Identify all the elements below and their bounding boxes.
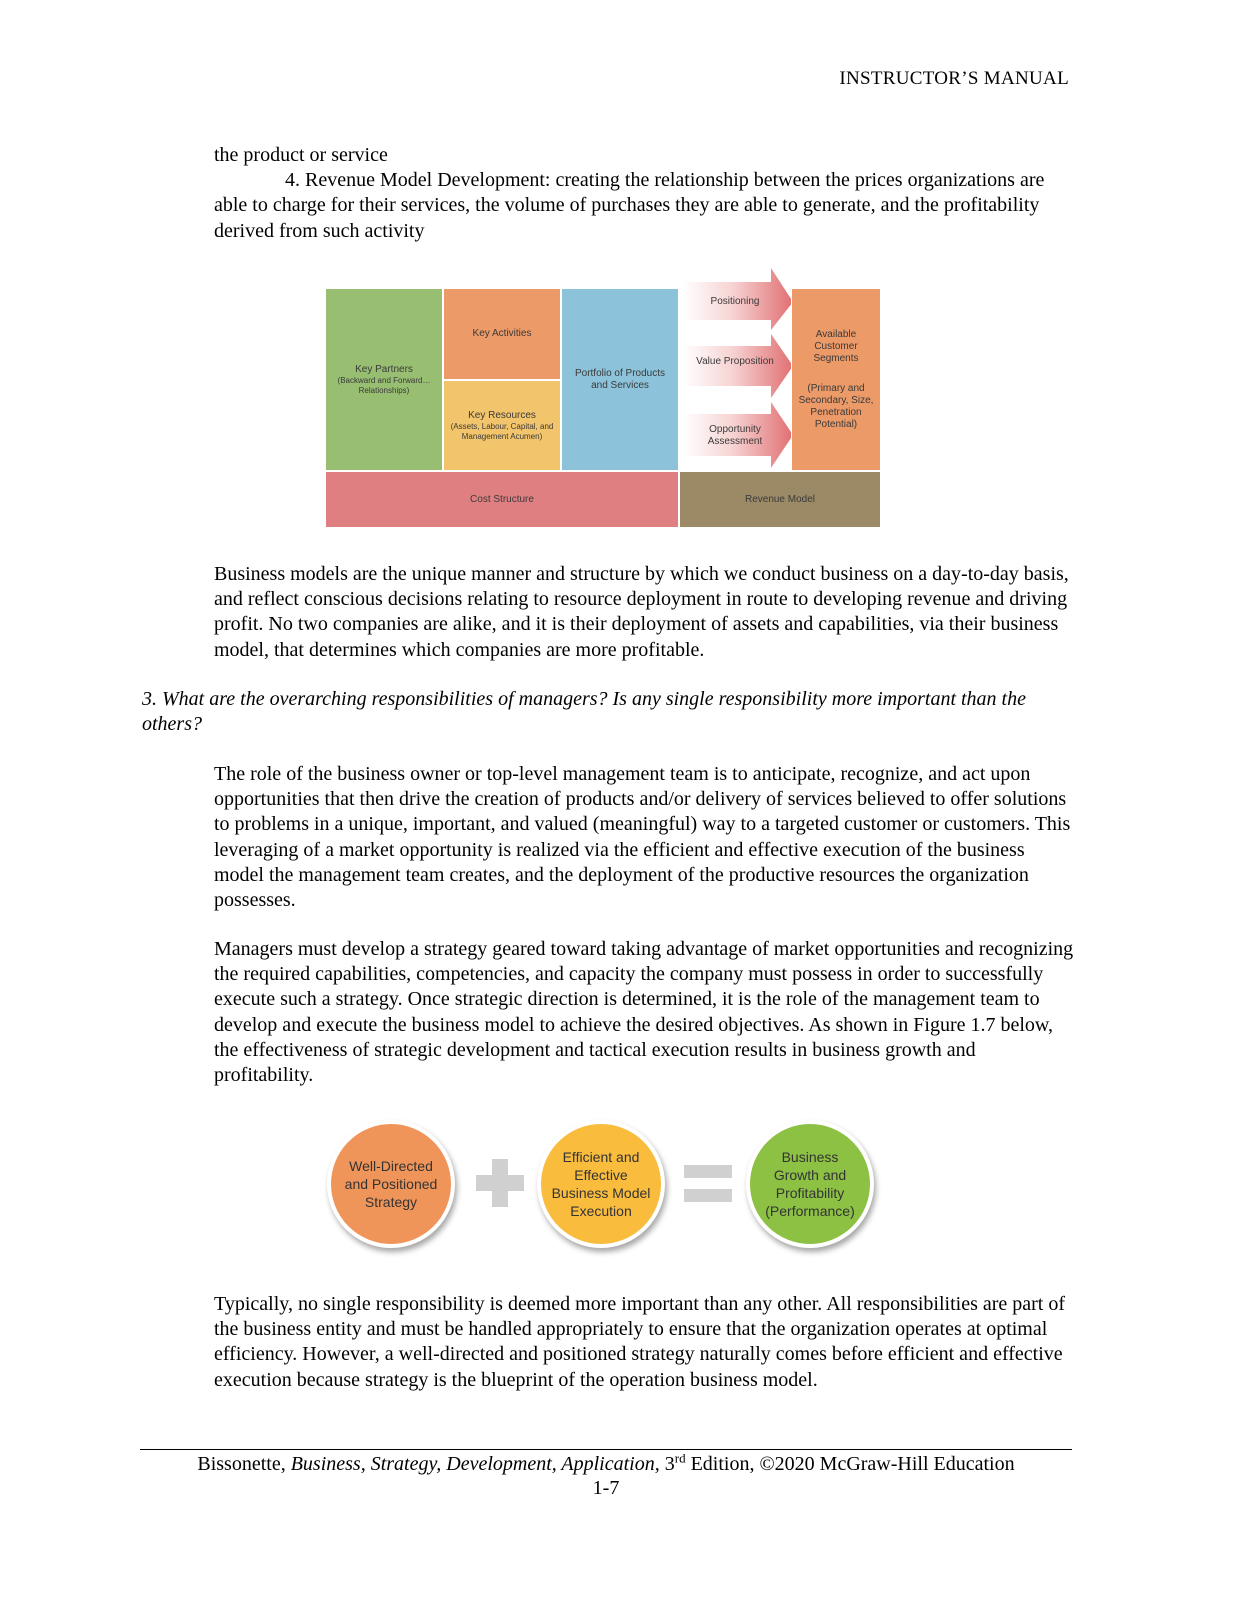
cost-structure-block [325,471,679,528]
conclusion-paragraph: Typically, no single responsibility is deemed more important than any other. All responsibilities are part of the business entity and must be handled appropriately to ensure that the organization operates at optimal efficiency. However, a well-directed and positioned strategy naturally comes before efficient and effective execution because strategy is the blueprint of the operation business model. [214,1293,1066,1391]
citation [140,1452,1072,1476]
value-proposition-arrow [683,334,793,398]
portfolio-block [561,288,679,471]
strategy-circle-label: Well-Directed and Positioned Strategy [344,1158,438,1210]
cost-structure-label: Cost Structure [470,493,534,505]
footer-divider [140,1449,1072,1450]
key-partners-block [325,288,443,471]
plus-icon [476,1159,524,1212]
positioning-arrow [683,268,793,330]
page-footer [140,1452,1072,1500]
key-resources-label: Key Resources [468,409,536,421]
customer-segments-sub: (Primary and Secondary, Size, Penetration Potential) [798,382,874,430]
intro-block [214,143,1074,244]
business-model-canvas [325,268,885,530]
revenue-model-block [679,471,881,528]
portfolio-label: Portfolio of Products and Services [574,367,666,391]
customer-segments-label: Available Customer Segments [813,328,859,364]
page-number: 1-7 [592,1477,620,1499]
citation-publisher: Edition, ©2020 McGraw-Hill Education [685,1453,1015,1475]
citation-title: Business, Strategy, Development, Application, [290,1453,660,1475]
key-partners-sub: (Backward and Forward… Relationships) [337,375,431,395]
value-proposition-label: Value Proposition [696,356,774,367]
intro-line: the product or service [214,144,388,166]
performance-circle [746,1120,874,1248]
key-activities-block [443,288,561,380]
positioning-label: Positioning [710,296,760,307]
strategy-circle [327,1120,455,1248]
revenue-model-text: 4. Revenue Model Development: creating the relationship between the prices organizations are able to charge for their services, the volume of purchases they are able to generate, and the profitability derived from such activity [214,169,1045,242]
customer-segments-block [791,288,881,471]
strategy-paragraph: Managers must develop a strategy geared toward taking advantage of market opportunities and recognizing the required capabilities, competencies, and capacity the company must possess in order to successfully execute such a strategy. Once strategic direction is determined, it is the role of the management team to develop and execute the business model to achieve the desired objectives. As shown in Figure 1.7 below, the effectiveness of strategic development and tactical execution results in business growth and profitability. [214,938,1074,1087]
page-header: INSTRUCTOR’S MANUAL [839,68,1069,89]
citation-author: Bissonette, [197,1453,291,1475]
key-resources-block [443,380,561,471]
opportunity-assessment-arrow [683,402,793,468]
key-activities-label: Key Activities [472,328,532,339]
execution-circle [537,1120,665,1248]
key-resources-sub: (Assets, Labour, Capital, and Management Acumen) [450,421,554,441]
citation-edition-sup: rd [674,1450,686,1466]
opportunity-assessment-label: Opportunity Assessment [707,424,763,447]
key-partners-label: Key Partners [355,363,413,375]
plus-icon-shape [476,1159,524,1207]
equals-icon-shape [684,1165,732,1205]
execution-circle-label: Efficient and Effective Business Model Execution [551,1149,651,1219]
citation-edition: 3 [659,1453,675,1475]
question-3: 3. What are the overarching responsibilities of managers? Is any single responsibility more important than the others? [142,688,1026,736]
revenue-model-label: Revenue Model [744,493,816,505]
revenue-model-item [214,168,1074,244]
role-paragraph: The role of the business owner or top-level management team is to anticipate, recognize, and act upon opportunities that then drive the creation of products and/or delivery of services believed to offer solutions to problems in a unique, important, and valued (meaningful) way to a targeted customer or customers. This leveraging of a market opportunity is realized via the efficient and effective execution of the business model the management team creates, and the deployment of the productive resources the organization possesses. [214,763,1071,912]
performance-circle-label: Business Growth and Profitability (Performance) [765,1149,855,1219]
equals-icon [684,1165,732,1210]
business-models-paragraph: Business models are the unique manner and structure by which we conduct business on a day-to-day basis, and reflect conscious decisions relating to resource deployment in route to developing revenue and driving profit. No two companies are alike, and it is their deployment of assets and capabilities, via their business model, that determines which companies are more profitable. [214,563,1069,661]
